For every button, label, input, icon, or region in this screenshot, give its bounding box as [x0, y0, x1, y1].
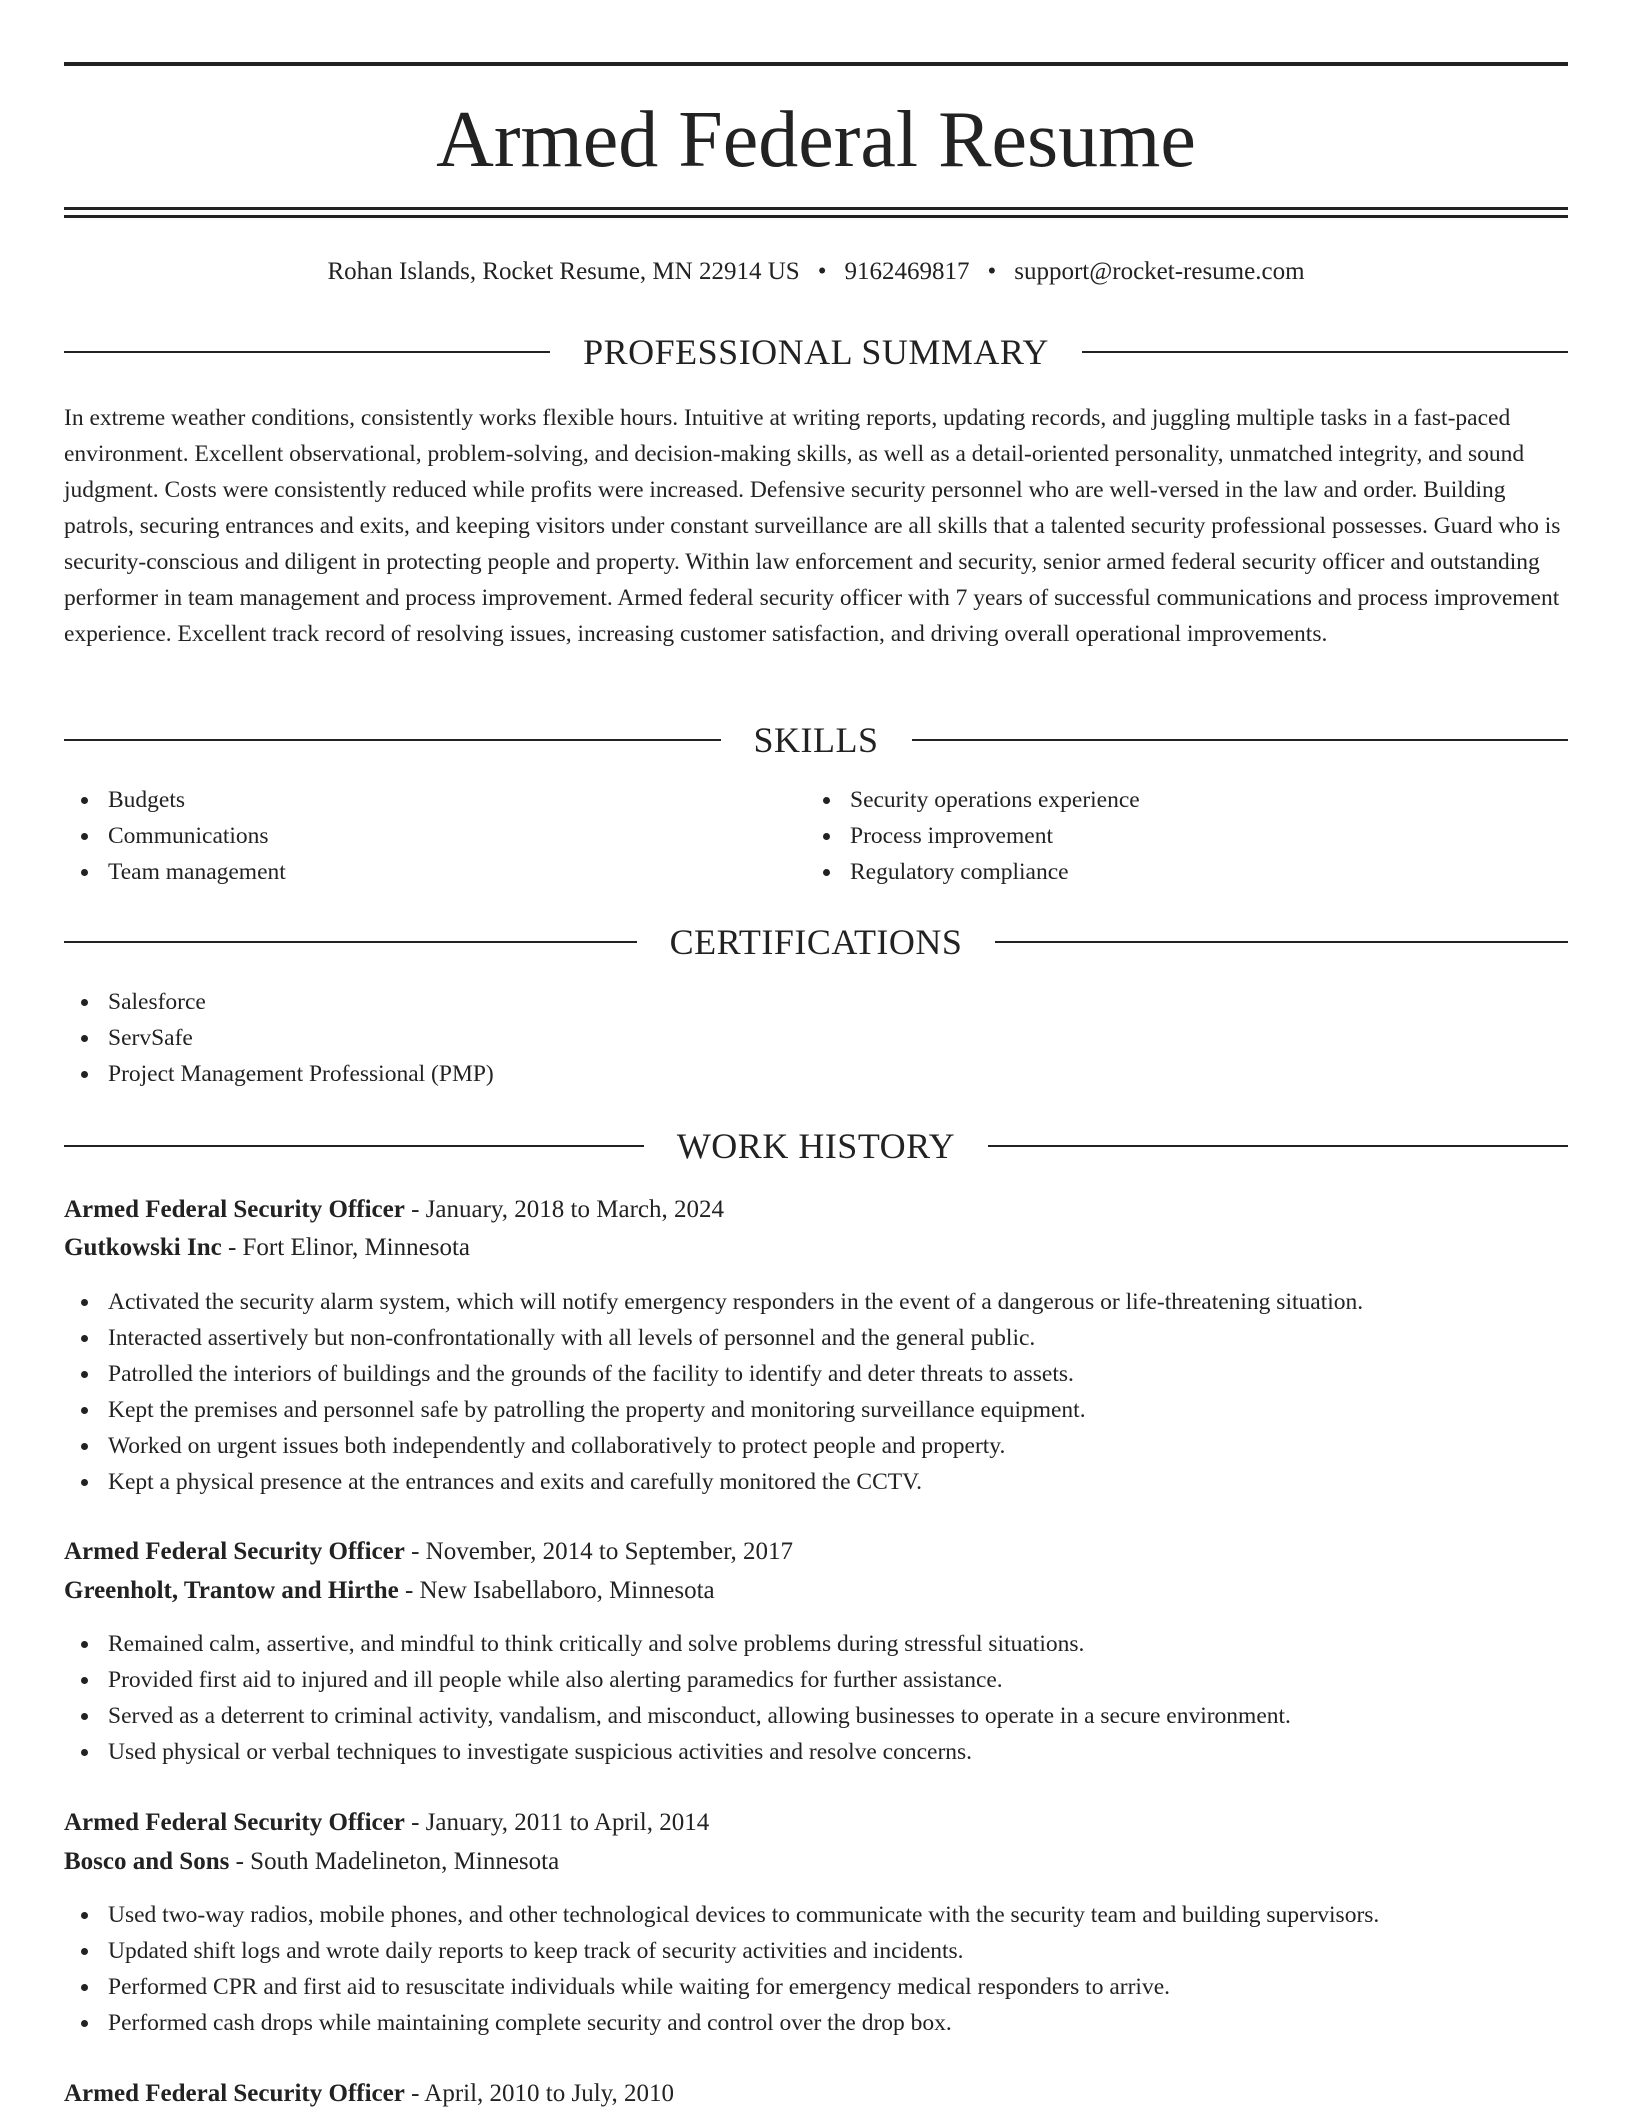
job-bullets	[64, 1284, 1568, 1500]
job-title: Armed Federal Security Officer	[64, 1196, 405, 1223]
job-title: Armed Federal Security Officer	[64, 1809, 405, 1836]
job-company: Gutkowski Inc	[64, 1234, 222, 1261]
job-bullets	[64, 1626, 1568, 1770]
section-rule	[912, 739, 1569, 741]
job-bullet: Remained calm, assertive, and mindful to think critically and solve problems during stressful situations.	[64, 1626, 1568, 1662]
job-bullet: Kept the premises and personnel safe by patrolling the property and monitoring surveillance equipment.	[64, 1392, 1568, 1428]
job-company-line	[64, 1842, 1568, 1882]
contact-line	[64, 252, 1568, 292]
contact-address: Rohan Islands, Rocket Resume, MN 22914 US	[327, 258, 800, 285]
summary-section-title: PROFESSIONAL SUMMARY	[583, 332, 1049, 372]
contact-separator: •	[987, 258, 997, 285]
job-location: - South Madelineton, Minnesota	[229, 1848, 560, 1875]
job-bullet: Kept a physical presence at the entrances and exits and carefully monitored the CCTV.	[64, 1464, 1568, 1500]
job-company: Greenholt, Trantow and Hirthe	[64, 1577, 399, 1604]
job-company: Bosco and Sons	[64, 1848, 230, 1875]
summary-section-header	[64, 330, 1568, 374]
job-bullet: Updated shift logs and wrote daily reports to keep track of security activities and incidents.	[64, 1933, 1568, 1969]
job-title: Armed Federal Security Officer	[64, 2080, 405, 2107]
contact-phone: 9162469817	[844, 258, 970, 285]
skill-item: Security operations experience	[806, 782, 1506, 818]
job-bullet: Performed cash drops while maintaining complete security and control over the drop box.	[64, 2005, 1568, 2041]
job-bullet: Provided first aid to injured and ill people while also alerting paramedics for further assistance.	[64, 1662, 1568, 1698]
work-section-header	[64, 1124, 1568, 1168]
job-title: Armed Federal Security Officer	[64, 1538, 405, 1565]
job-company-line	[64, 1228, 1568, 1268]
section-rule	[988, 1145, 1568, 1147]
section-rule	[995, 941, 1568, 943]
job-bullet: Activated the security alarm system, which will notify emergency responders in the event of a dangerous or life-threatening situation.	[64, 1284, 1568, 1320]
resume-name: Armed Federal Resume	[436, 96, 1196, 184]
work-section-title: WORK HISTORY	[676, 1126, 956, 1166]
skill-item: Team management	[64, 854, 764, 890]
job-dates: - January, 2018 to March, 2024	[404, 1196, 724, 1223]
skills-section-header	[64, 718, 1568, 762]
job-bullet: Performed CPR and first aid to resuscitate individuals while waiting for emergency medical responders to arrive.	[64, 1969, 1568, 2005]
section-rule	[64, 1145, 644, 1147]
job-bullet: Used two-way radios, mobile phones, and other technological devices to communicate with the security team and building supervisors.	[64, 1897, 1568, 1933]
job-bullet: Used physical or verbal techniques to investigate suspicious activities and resolve concerns.	[64, 1734, 1568, 1770]
contact-email: support@rocket-resume.com	[1014, 258, 1305, 285]
job-bullets	[64, 1897, 1568, 2041]
skill-item: Regulatory compliance	[806, 854, 1506, 890]
section-rule	[64, 351, 550, 353]
section-rule	[64, 941, 637, 943]
job-title-line	[64, 1190, 1568, 1230]
job-bullet: Served as a deterrent to criminal activity, vandalism, and misconduct, allowing businesses to operate in a secure environment.	[64, 1698, 1568, 1734]
certification-item: ServSafe	[64, 1020, 1568, 1056]
skills-column-right	[806, 782, 1506, 890]
job-dates: - April, 2010 to July, 2010	[404, 2080, 675, 2107]
certification-item: Salesforce	[64, 984, 1568, 1020]
job-title-line	[64, 1532, 1568, 1572]
certifications-section-title: CERTIFICATIONS	[669, 922, 963, 962]
job-company-line	[64, 1571, 1568, 1611]
job-bullet: Worked on urgent issues both independently and collaboratively to protect people and property.	[64, 1428, 1568, 1464]
job-location: - Fort Elinor, Minnesota	[221, 1234, 470, 1261]
job-bullet: Patrolled the interiors of buildings and the grounds of the facility to identify and deter threats to assets.	[64, 1356, 1568, 1392]
job-bullet: Interacted assertively but non-confrontationally with all levels of personnel and the general public.	[64, 1320, 1568, 1356]
header-double-rule	[64, 207, 1568, 218]
summary-text: In extreme weather conditions, consistently works flexible hours. Intuitive at writing reports, updating records, and juggling multiple tasks in a fast-paced environment. Excellent observational, problem-solving, and decision-making skills, as well as a detail-oriented personality, unmatched integrity, and sound judgment. Costs were consistently reduced while profits were increased. Defensive security personnel who are well-versed in the law and order. Building patrols, securing entrances and exits, and keeping visitors under constant surveillance are all skills that a talented security professional possesses. Guard who is security-conscious and diligent in protecting people and property. Within law enforcement and security, senior armed federal security officer and outstanding performer in team management and process improvement. Armed federal security officer with 7 years of successful communications and process improvement experience. Excellent track record of resolving issues, increasing customer satisfaction, and driving overall operational improvements.	[64, 405, 1561, 647]
section-rule	[64, 739, 721, 741]
certifications-section-header	[64, 920, 1568, 964]
job-title-line	[64, 1803, 1568, 1843]
skills-section-title: SKILLS	[753, 720, 879, 760]
skill-item: Communications	[64, 818, 764, 854]
job-location: - New Isabellaboro, Minnesota	[398, 1577, 715, 1604]
certifications-list	[64, 984, 1568, 1092]
contact-separator: •	[817, 258, 827, 285]
job-dates: - November, 2014 to September, 2017	[404, 1538, 794, 1565]
header-top-rule	[64, 62, 1568, 66]
certification-item: Project Management Professional (PMP)	[64, 1056, 1568, 1092]
skill-item: Process improvement	[806, 818, 1506, 854]
skill-item: Budgets	[64, 782, 764, 818]
skills-column-left	[64, 782, 764, 890]
section-rule	[1082, 351, 1568, 353]
job-dates: - January, 2011 to April, 2014	[404, 1809, 710, 1836]
job-title-line	[64, 2074, 1568, 2114]
